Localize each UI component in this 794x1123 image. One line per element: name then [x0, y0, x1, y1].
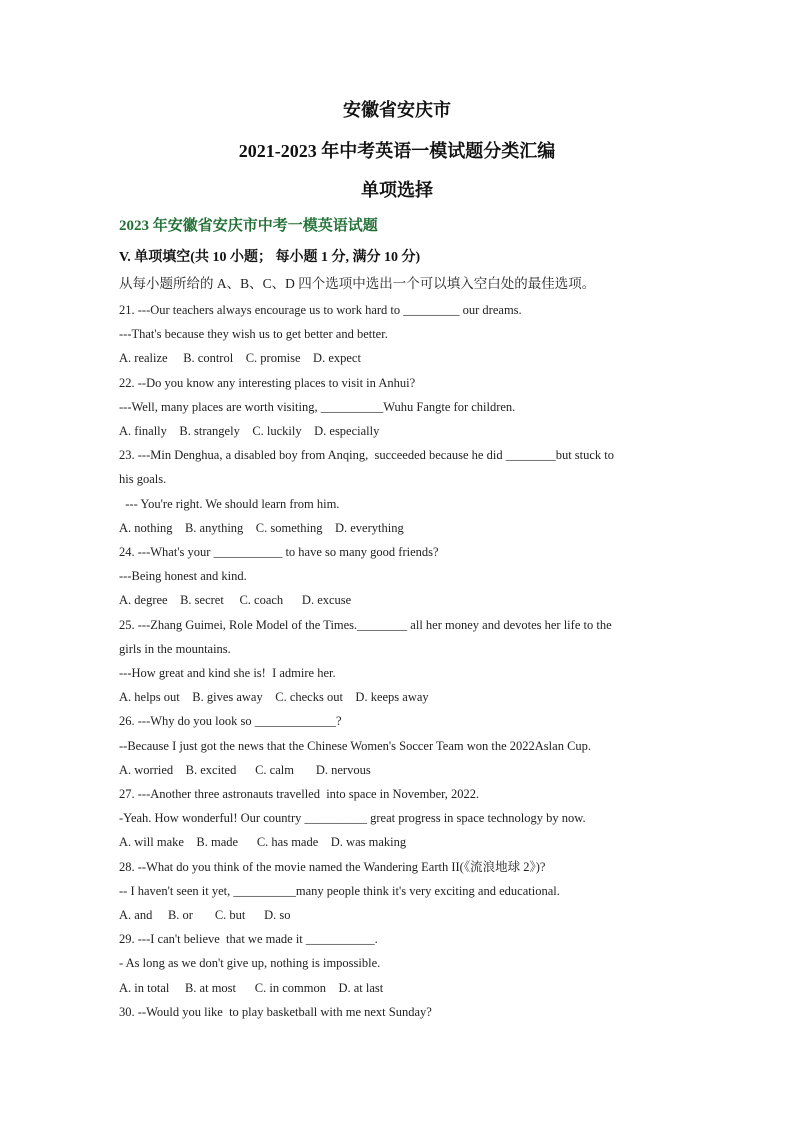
- question-line: girls in the mountains.: [119, 641, 231, 656]
- question-line: 26. ---Why do you look so _____________?: [119, 714, 342, 729]
- question-line: - As long as we don't give up, nothing is impossible.: [119, 956, 381, 971]
- question-line: 30. --Would you like to play basketball with me next Sunday?: [119, 1004, 432, 1019]
- answer-options: A. helps out B. gives away C. checks out D. keeps away: [119, 690, 429, 705]
- question-list: [119, 298, 679, 1024]
- answer-options: A. worried B. excited C. calm D. nervous: [119, 762, 371, 777]
- question-line: 22. --Do you know any interesting places to visit in Anhui?: [119, 375, 416, 390]
- question-line: ---That's because they wish us to get better and better.: [119, 327, 388, 342]
- answer-options: A. and B. or C. but D. so: [119, 908, 291, 923]
- answer-options: A. finally B. strangely C. luckily D. especially: [119, 424, 380, 439]
- document-title-region: 安徽省安庆市: [343, 100, 451, 120]
- question-line: 28. --What do you think of the movie named the Wandering Earth II(《流浪地球 2》)?: [119, 859, 546, 874]
- question-line: 23. ---Min Denghua, a disabled boy from Anqing, succeeded because he did ________but stuck to: [119, 448, 615, 463]
- question-line: ---Being honest and kind.: [119, 569, 247, 584]
- answer-options: A. degree B. secret C. coach D. excuse: [119, 593, 352, 608]
- document-title-main: 2021-2023 年中考英语一模试题分类汇编: [238, 141, 556, 161]
- question-line: --Because I just got the news that the Chinese Women's Soccer Team won the 2022Aslan Cup.: [119, 738, 592, 753]
- answer-options: A. realize B. control C. promise D. expect: [119, 351, 361, 366]
- question-line: ---Well, many places are worth visiting, __________Wuhu Fangte for children.: [119, 399, 516, 414]
- question-line: 27. ---Another three astronauts travelled into space in November, 2022.: [119, 787, 480, 802]
- answer-options: A. will make B. made C. has made D. was making: [119, 835, 407, 850]
- section-heading: 2023 年安徽省安庆市中考一模英语试题: [119, 218, 378, 234]
- part-heading: V. 单项填空(共 10 小题； 每小题 1 分, 满分 10 分): [119, 250, 421, 265]
- question-line: 25. ---Zhang Guimei, Role Model of the Times.________ all her money and devotes her life to the: [119, 617, 612, 632]
- question-line: his goals.: [119, 472, 167, 487]
- document-title-topic: 单项选择: [361, 180, 433, 200]
- question-line: 24. ---What's your ___________ to have so many good friends?: [119, 545, 439, 560]
- answer-options: A. nothing B. anything C. something D. everything: [119, 520, 404, 535]
- question-line: --- You're right. We should learn from him.: [119, 496, 340, 511]
- instructions: 从每小题所给的 A、B、C、D 四个选项中选出一个可以填入空白处的最佳选项。: [119, 276, 596, 291]
- question-line: ---How great and kind she is! I admire her.: [119, 666, 336, 681]
- question-line: -- I haven't seen it yet, __________many people think it's very exciting and educational.: [119, 883, 560, 898]
- answer-options: A. in total B. at most C. in common D. at last: [119, 980, 384, 995]
- question-line: -Yeah. How wonderful! Our country __________ great progress in space technology by now.: [119, 811, 586, 826]
- question-line: 29. ---I can't believe that we made it ___________.: [119, 932, 378, 947]
- question-line: 21. ---Our teachers always encourage us to work hard to _________ our dreams.: [119, 303, 522, 317]
